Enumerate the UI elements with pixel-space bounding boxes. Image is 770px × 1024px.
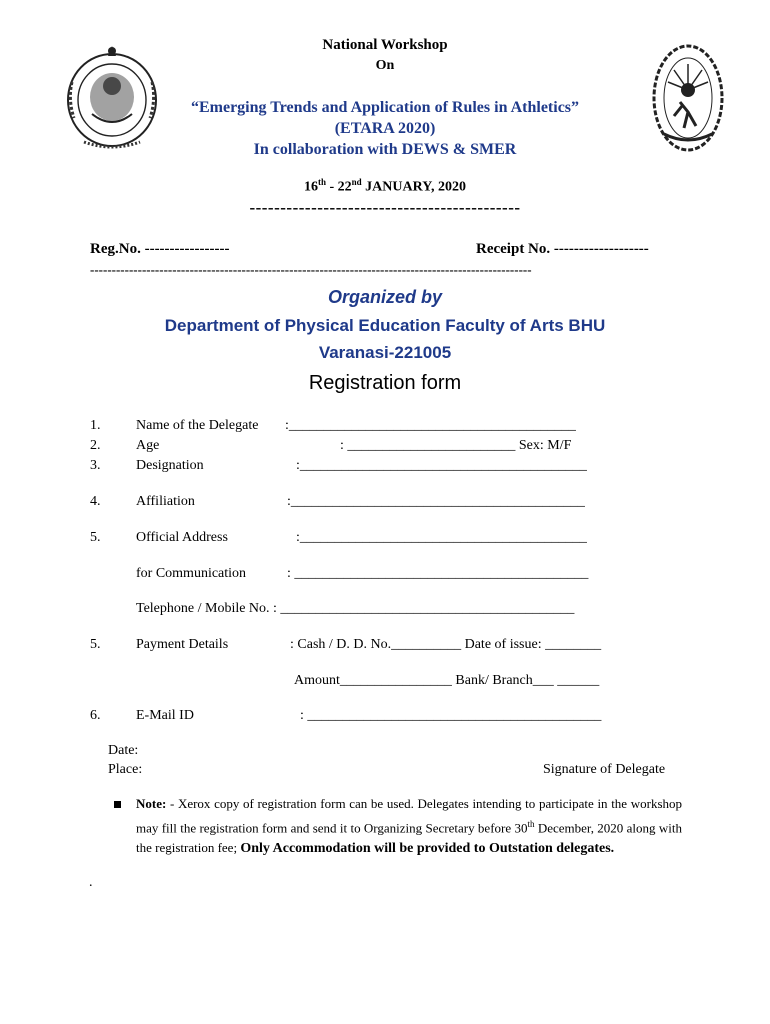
note-text: - Xerox copy of registration form can be used. Delegates intending to participate in the workshop may fill the registration form and send it to Organizing Secretary before 30	[136, 796, 682, 836]
communication-address-field[interactable]: : __________________________________________	[287, 566, 589, 581]
field-number: 2.	[90, 438, 101, 453]
receipt-no: Receipt No. -------------------	[476, 241, 649, 257]
note-sup: th	[527, 819, 535, 829]
email-label: E-Mail ID	[136, 708, 194, 723]
telephone-field[interactable]: Telephone / Mobile No. : __________________________________________	[136, 601, 575, 616]
communication-label: for Communication	[136, 566, 247, 581]
payment-details-label: Payment Details	[136, 637, 229, 652]
field-number: 3.	[90, 458, 101, 473]
date-label: Date:	[108, 743, 139, 758]
note-paragraph	[136, 794, 682, 859]
field-number: 5.	[90, 637, 101, 652]
department-city: Varanasi-221005	[318, 343, 452, 362]
signature-label: Signature of Delegate	[543, 762, 666, 777]
bullet-icon	[114, 801, 121, 808]
age-label: Age	[136, 438, 160, 453]
date-end-sup: nd	[351, 177, 362, 187]
workshop-title: National Workshop	[322, 37, 448, 53]
note-label: Note:	[136, 796, 167, 811]
form-title: Registration form	[308, 372, 462, 394]
email-field[interactable]: : __________________________________________	[300, 708, 602, 723]
age-sex-field[interactable]: : ________________________ Sex: M/F	[340, 438, 572, 453]
official-address-label: Official Address	[136, 530, 228, 545]
organized-by: Organized by	[327, 287, 443, 307]
header-divider: --------------------------------------------	[249, 198, 521, 217]
payment-details-field[interactable]: : Cash / D. D. No.__________ Date of issue: ________	[290, 637, 602, 652]
field-number: 6.	[90, 708, 101, 723]
department-name: Department of Physical Education Faculty of Arts BHU	[164, 316, 606, 335]
date-start-sup: th	[317, 177, 326, 187]
designation-field[interactable]: :_________________________________________	[296, 458, 587, 473]
date-sep: - 22	[325, 179, 352, 195]
trailing-dot: .	[89, 875, 93, 890]
long-divider: ------------------------------------------------------------------------------------------------------	[90, 262, 532, 277]
affiliation-label: Affiliation	[136, 494, 195, 509]
workshop-theme: “Emerging Trends and Application of Rules in Athletics”	[190, 99, 580, 116]
delegate-name-field[interactable]: :_________________________________________	[285, 418, 576, 433]
official-address-field[interactable]: :_________________________________________	[296, 530, 587, 545]
field-number: 5.	[90, 530, 101, 545]
designation-label: Designation	[136, 458, 204, 473]
note-text-2: December, 2020 along with the registration fee;	[136, 820, 682, 856]
amount-bank-field[interactable]: Amount________________ Bank/ Branch___ ______	[294, 673, 600, 688]
workshop-dates	[0, 177, 770, 196]
delegate-name-label: Name of the Delegate	[136, 418, 259, 433]
date-rest: JANUARY, 2020	[361, 179, 467, 195]
collaboration-line: In collaboration with DEWS & SMER	[253, 141, 517, 158]
affiliation-field[interactable]: :__________________________________________	[287, 494, 585, 509]
reg-no: Reg.No. -----------------	[90, 241, 230, 257]
date-start: 16	[303, 179, 318, 195]
workshop-abbreviation: (ETARA 2020)	[334, 120, 436, 137]
place-label: Place:	[108, 762, 143, 777]
field-number: 1.	[90, 418, 101, 433]
field-number: 4.	[90, 494, 101, 509]
note-bold: Only Accommodation will be provided to Outstation delegates.	[240, 841, 615, 857]
on-label: On	[375, 58, 395, 73]
